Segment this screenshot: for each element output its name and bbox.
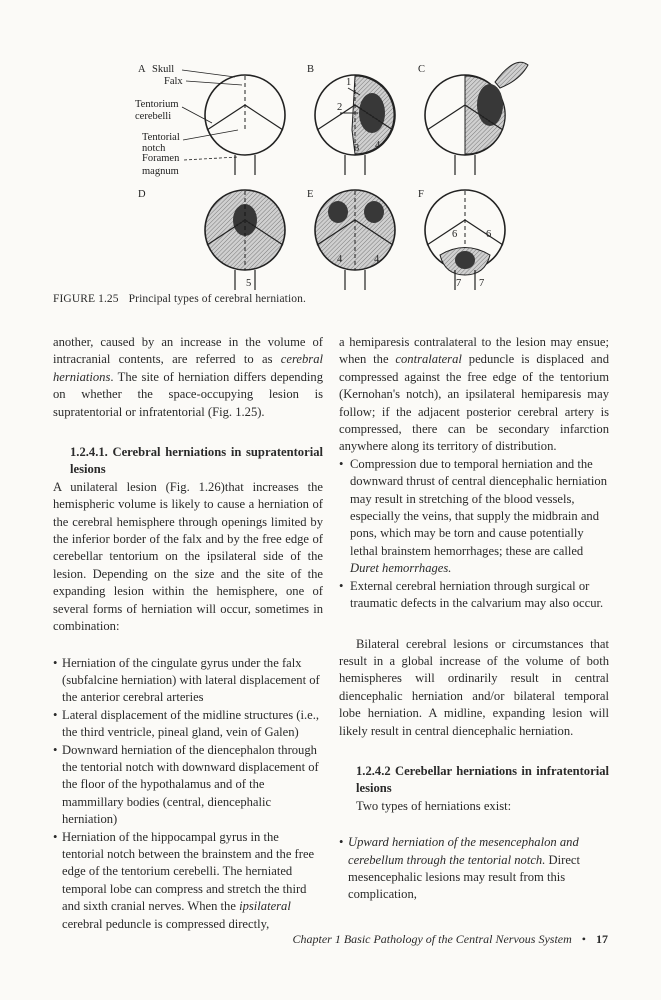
list-item: • Herniation of the hippocampal gyrus in the tentorial notch between the brainstem and the free edge of the tentorium cerebelli. The herniated temporal lobe can compress and stretch the third and sixth cranial nerves. When the ipsilateral cerebral peduncle is compressed directly, [53, 829, 323, 933]
panel-label-a: A [138, 64, 146, 75]
list-item: • Lateral displacement of the midline structures (i.e., the third ventricle, pineal gland, vein of Galen) [53, 707, 323, 742]
f-number-6a: 6 [452, 229, 458, 240]
panel-label-c: C [418, 64, 426, 75]
label-foramen-2: magnum [142, 166, 179, 177]
section-heading-1-2-4-1: 1.2.4.1. Cerebral herniations in supratentorial lesions [70, 445, 323, 477]
panel-a-diagram [182, 70, 285, 175]
list-item: • External cerebral herniation through surgical or traumatic defects in the calvarium may also occur. [339, 578, 609, 613]
panel-b-diagram [315, 75, 395, 175]
paragraph: Bilateral cerebral lesions or circumstances that result in a global increase of the volume of both hemispheres will ordinarily result in central diencephalic herniation and/or bilateral temporal lobe herniation. A midline, expanding lesion will likely result in central diencephalic herniation. [339, 636, 609, 738]
left-column [53, 334, 323, 933]
label-falx: Falx [164, 76, 183, 87]
figure-cerebral-herniation [0, 0, 661, 300]
right-column [339, 334, 609, 904]
b-number-4: 4 [375, 140, 381, 151]
label-tentorium-1: Tentorium [135, 99, 179, 110]
section-paragraph: 1.2.4.1. Cerebral herniations in supratentorial lesions A unilateral lesion (Fig. 1.26)that increases the hemispheric volume is likely to cause a herniation of the cerebral hemisphere through openings limited by the inferior border of the falx and by the free edge of cerebellar tentorium on the ipsilateral side of the lesion. Depending on the size and the site of the expanding lesion within the hemisphere, one of several forms of herniation will occur, sometimes in combination: [53, 445, 323, 634]
caption-number: FIGURE 1.25 [53, 293, 119, 305]
d-number-5: 5 [246, 278, 252, 289]
panel-d-diagram [205, 190, 285, 290]
list-item: • Downward herniation of the diencephalon through the tentorial notch with downward displacement of the floor of the hypothalamus and of the mammillary bodies (central, diencephalic herniation) [53, 742, 323, 829]
panel-label-f: F [418, 189, 424, 200]
f-number-7a: 7 [456, 278, 462, 289]
f-number-7b: 7 [479, 278, 485, 289]
b-number-1: 1 [346, 77, 352, 88]
paragraph: Two types of herniations exist: [356, 798, 512, 813]
label-tentorium-2: cerebelli [135, 111, 172, 122]
panel-e-diagram [315, 190, 395, 290]
list-item: • Compression due to temporal herniation and the downward thrust of central diencephalic herniation may result in stretching of the blood vessels, especially the veins, that supply the midbrain and pons, which may be torn and cause potentially lethal brainstem hemorrhages; these are called Duret hemorrhages. [339, 456, 609, 578]
label-notch-2: notch [142, 143, 166, 154]
label-foramen-1: Foramen [142, 153, 180, 164]
bullet-list [339, 456, 609, 613]
b-number-2: 2 [337, 102, 343, 113]
footer-separator: • [581, 932, 586, 946]
panel-f-diagram [425, 190, 505, 290]
paragraph: a hemiparesis contralateral to the lesion may ensue; when the contralateral peduncle is displaced and compressed against the free edge of the tentorium (Kernohan's notch), an ipsilateral hemiparesis may follow; if the adjacent posterior cerebral artery is compressed, there can be secondary infarction anywhere along its territory of distribution. [339, 335, 609, 454]
page-footer [292, 932, 608, 947]
list-item: • Herniation of the cingulate gyrus under the falx (subfalcine herniation) with lateral displacement of the anterior cerebral arteries [53, 655, 323, 707]
paragraph: another, caused by an increase in the volume of intracranial contents, are referred to as cerebral herniations. The site of herniation differs depending on whether the space-occupying lesion is supratentorial or infratentorial (Fig. 1.25). [53, 335, 323, 419]
e-number-4b: 4 [374, 254, 380, 265]
bullet-list [339, 834, 609, 904]
running-footer: Chapter 1 Basic Pathology of the Central Nervous System [292, 932, 572, 946]
page-number: 17 [596, 932, 608, 946]
label-notch-1: Tentorial [142, 132, 180, 143]
panel-c-diagram [425, 62, 528, 175]
label-skull: Skull [152, 64, 175, 75]
bullet-list [53, 655, 323, 934]
panel-label-e: E [307, 189, 314, 200]
caption-text: Principal types of cerebral herniation. [128, 293, 306, 305]
f-number-6b: 6 [486, 229, 492, 240]
b-number-3: 3 [354, 143, 360, 154]
figure-caption [53, 293, 306, 305]
e-number-4a: 4 [337, 254, 343, 265]
panel-label-d: D [138, 189, 146, 200]
panel-label-b: B [307, 64, 315, 75]
section-heading-1-2-4-2: 1.2.4.2 Cerebellar herniations in infratentorial lesions [356, 763, 609, 796]
list-item: • Upward herniation of the mesencephalon and cerebellum through the tentorial notch. Direct mesencephalic lesions may result from this complication, [339, 834, 609, 904]
